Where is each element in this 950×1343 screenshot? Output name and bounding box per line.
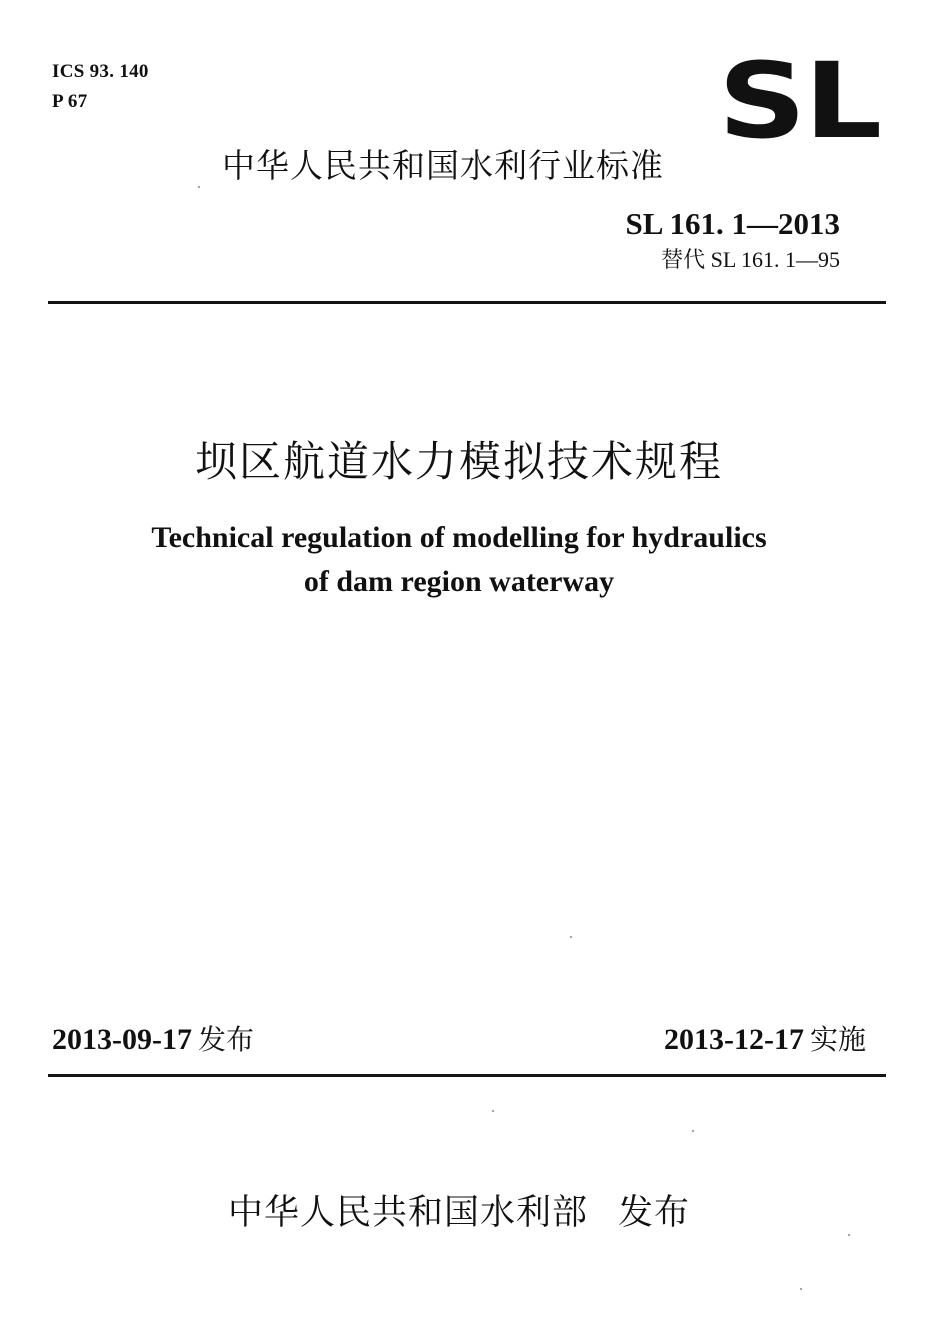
title-chinese: 坝区航道水力模拟技术规程 (194, 437, 723, 486)
issue-label: 发布 (197, 1023, 254, 1056)
implement-date-block (664, 1020, 866, 1060)
title-english-line-1: Technical regulation of modelling for hydraulics (151, 521, 767, 554)
scan-speck (492, 1110, 494, 1112)
header-divider (48, 301, 886, 304)
issue-date: 2013-09-17 (52, 1023, 192, 1056)
sl-logo: SL (718, 40, 880, 162)
title-english (0, 516, 918, 604)
scan-speck (692, 1130, 694, 1132)
ics-code: ICS 93. 140 (52, 61, 149, 82)
implement-label: 实施 (809, 1023, 866, 1056)
issuer-standard-title: 中华人民共和国水利行业标准 (222, 146, 664, 185)
scan-speck (570, 936, 572, 938)
scan-speck (848, 1234, 850, 1236)
publisher-name: 中华人民共和国水利部 (227, 1193, 588, 1233)
issue-date-block (52, 1020, 254, 1060)
ccs-code: P 67 (52, 91, 88, 112)
publisher-line (0, 1190, 918, 1236)
publish-label: 发布 (618, 1193, 691, 1233)
footer-divider (48, 1074, 886, 1077)
scan-speck (800, 1288, 802, 1290)
title-english-line-2: of dam region waterway (303, 565, 615, 598)
scan-speck (198, 186, 200, 188)
standard-code: SL 161. 1—2013 (625, 206, 840, 241)
replaces-standard: 替代 SL 161. 1—95 (661, 247, 840, 272)
implement-date: 2013-12-17 (664, 1023, 804, 1056)
classification-codes (52, 60, 149, 120)
